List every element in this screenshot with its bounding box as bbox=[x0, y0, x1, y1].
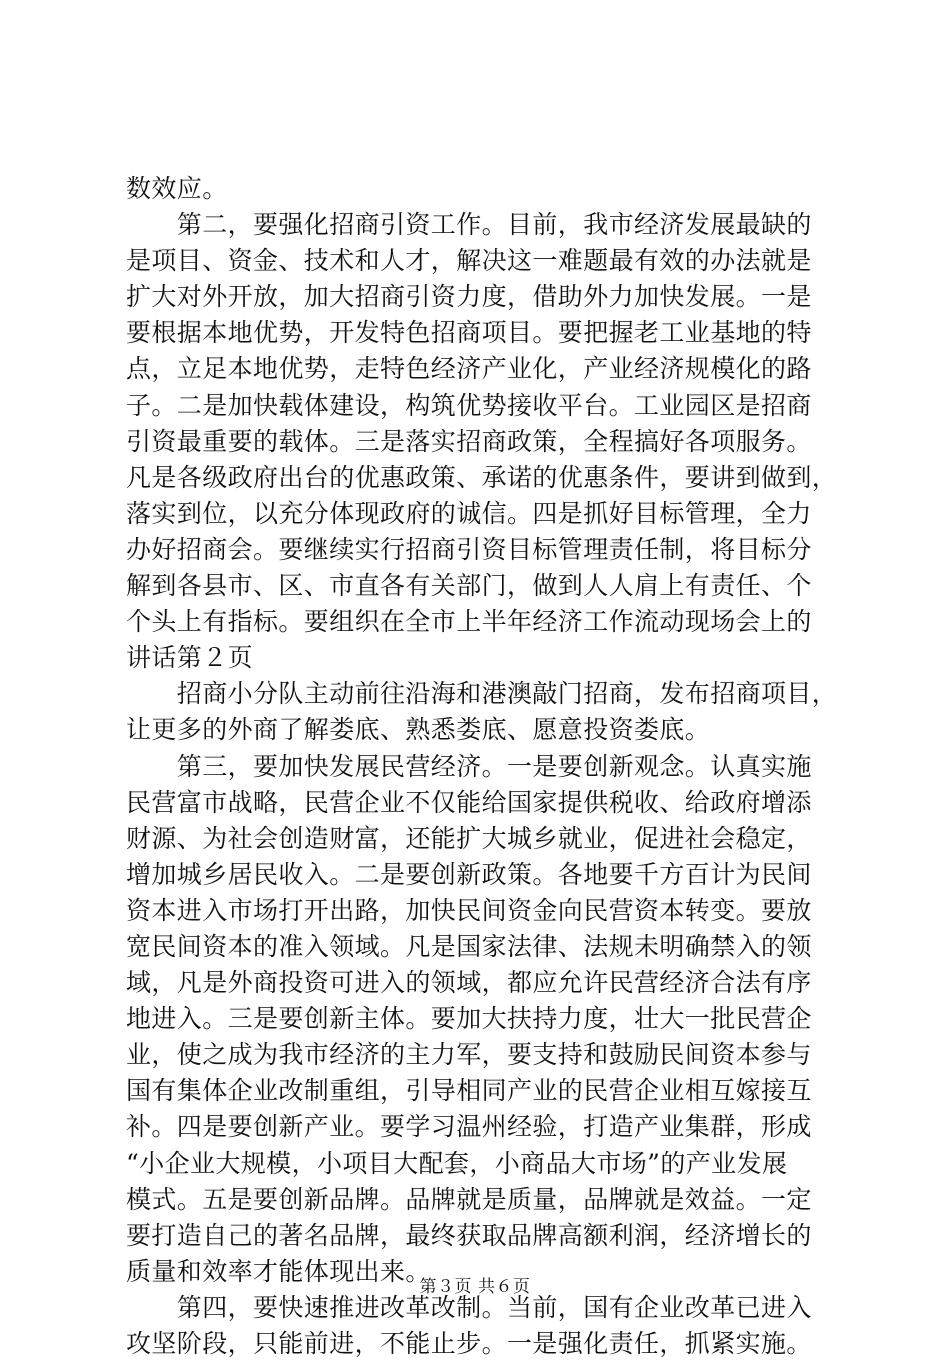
text-line: 第二，要强化招商引资工作。目前，我市经济发展最缺的 bbox=[126, 210, 812, 240]
text-line: 个头上有指标。要组织在全市上半年经济工作流动现场会上的 bbox=[126, 607, 812, 637]
text-line: 资本进入市场打开出路，加快民间资金向民营资本转变。要放 bbox=[126, 895, 812, 925]
text-line: 第四，要快速推进改革改制。当前，国有企业改革已进入 bbox=[126, 1292, 812, 1322]
text-line: 增加城乡居民收入。二是要创新政策。各地要千方百计为民间 bbox=[126, 859, 812, 889]
text-line: 补。四是要创新产业。要学习温州经验，打造产业集群，形成 bbox=[126, 1112, 812, 1142]
text-line: 要根据本地优势，开发特色招商项目。要把握老工业基地的特 bbox=[126, 318, 812, 348]
body-text bbox=[126, 171, 836, 1362]
text-line: 要打造自己的著名品牌，最终获取品牌高额利润，经济增长的 bbox=[126, 1220, 812, 1250]
text-line: “小企业大规模，小项目大配套，小商品大市场”的产业发展 bbox=[126, 1148, 788, 1178]
text-line: 第三，要加快发展民营经济。一是要创新观念。认真实施 bbox=[126, 751, 812, 781]
text-line: 民营富市战略，民营企业不仅能给国家提供税收、给政府增添 bbox=[126, 787, 812, 817]
text-line: 讲话第２页 bbox=[126, 643, 254, 673]
text-line: 扩大对外开放，加大招商引资力度，借助外力加快发展。一是 bbox=[126, 282, 812, 312]
text-line: 攻坚阶段，只能前进，不能止步。一是强化责任，抓紧实施。 bbox=[126, 1329, 812, 1358]
text-line: 让更多的外商了解娄底、熟悉娄底、愿意投资娄底。 bbox=[126, 715, 711, 745]
text-line: 招商小分队主动前往沿海和港澳敲门招商，发布招商项目， bbox=[126, 679, 838, 709]
text-line: 地进入。三是要创新主体。要加大扶持力度，壮大一批民营企 bbox=[126, 1004, 812, 1034]
text-line: 国有集体企业改制重组，引导相同产业的民营企业相互嫁接互 bbox=[126, 1076, 812, 1106]
text-line: 数效应。 bbox=[126, 174, 228, 203]
text-line: 域，凡是外商投资可进入的领域，都应允许民营经济合法有序 bbox=[126, 968, 812, 998]
text-line: 宽民间资本的准入领域。凡是国家法律、法规未明确禁入的领 bbox=[126, 931, 812, 961]
text-line: 子。二是加快载体建设，构筑优势接收平台。工业园区是招商 bbox=[126, 390, 812, 420]
text-line: 财源、为社会创造财富，还能扩大城乡就业，促进社会稳定， bbox=[126, 823, 812, 853]
text-line: 落实到位，以充分体现政府的诚信。四是抓好目标管理，全力 bbox=[126, 498, 812, 528]
page-number-footer: 第３页 共６页 bbox=[419, 1277, 531, 1297]
text-line: 质量和效率才能体现出来。 bbox=[126, 1256, 431, 1286]
text-line: 模式。五是要创新品牌。品牌就是质量，品牌就是效益。一定 bbox=[126, 1184, 812, 1214]
text-line: 业，使之成为我市经济的主力军，要支持和鼓励民间资本参与 bbox=[126, 1040, 812, 1070]
text-line: 引资最重要的载体。三是落实招商政策，全程搞好各项服务。 bbox=[126, 426, 812, 456]
text-line: 点，立足本地优势，走特色经济产业化，产业经济规模化的路 bbox=[126, 354, 812, 384]
text-line: 解到各县市、区、市直各有关部门，做到人人肩上有责任、个 bbox=[126, 571, 812, 601]
text-line: 办好招商会。要继续实行招商引资目标管理责任制，将目标分 bbox=[126, 534, 812, 564]
text-line: 是项目、资金、技术和人才，解决这一难题最有效的办法就是 bbox=[126, 246, 812, 276]
text-line: 凡是各级政府出台的优惠政策、承诺的优惠条件，要讲到做到， bbox=[126, 462, 838, 492]
